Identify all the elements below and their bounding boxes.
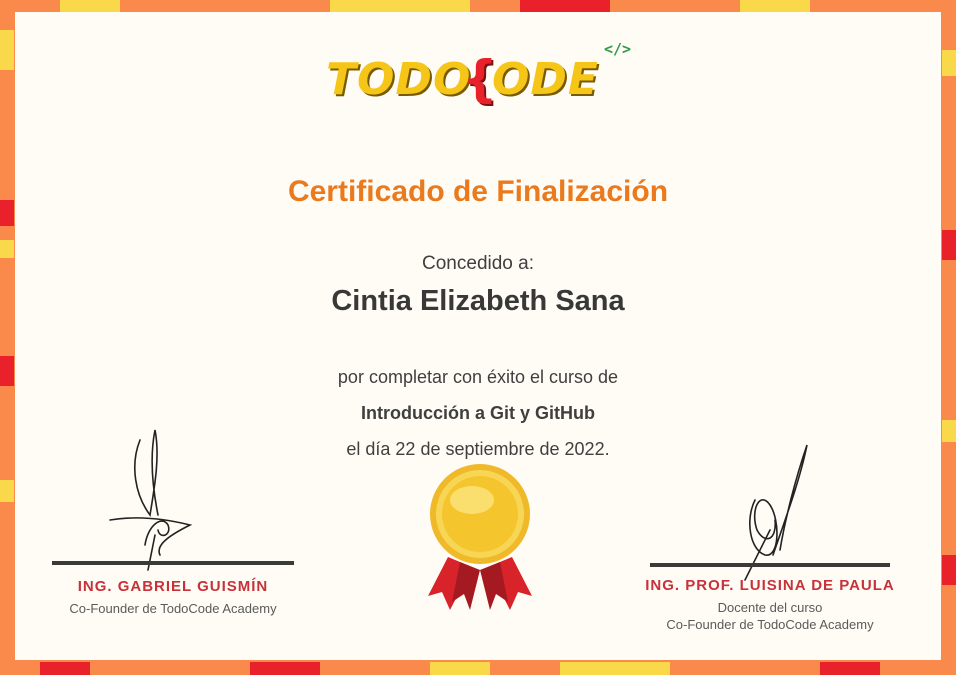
brush-stroke [330,0,470,12]
completion-text: por completar con éxito el curso de [337,367,619,387]
logo-text-left: TODO [326,54,472,105]
logo-text-right: ODE [492,54,599,105]
brush-stroke [820,662,880,675]
signatory-role-right-line2: Co-Founder de TodoCode Academy [666,617,874,632]
course-name: Introducción a Git y GitHub [361,403,595,423]
todocode-logo [326,40,646,116]
brush-stroke [520,0,610,12]
brush-stroke [942,50,956,76]
signatory-name-left: ING. GABRIEL GUISMÍN [77,578,269,595]
brush-stroke [40,662,90,675]
certificate-title: Certificado de Finalización [287,175,669,208]
brush-stroke [0,480,14,502]
signature-line-left [52,561,294,565]
brush-stroke [740,0,810,12]
brush-stroke [250,662,320,675]
granted-to-label: Concedido a: [422,253,534,274]
brush-stroke [60,0,120,12]
gold-medal-icon [420,462,540,617]
signatory-role-left: Co-Founder de TodoCode Academy [69,601,277,616]
code-tag-icon: </> [604,40,632,58]
signature-left [100,425,210,575]
signatory-role-right-line1: Docente del curso [717,600,823,615]
completion-date: el día 22 de septiembre de 2022. [346,439,610,459]
recipient-name: Cintia Elizabeth Sana [331,285,625,317]
brush-stroke [430,662,490,675]
signature-line-right [650,563,890,567]
signatory-name-right: ING. PROF. LUISINA DE PAULA [645,577,895,594]
logo-brace: { [462,50,498,108]
brush-stroke [560,662,670,675]
brush-stroke [0,30,14,70]
brush-stroke [942,555,956,585]
